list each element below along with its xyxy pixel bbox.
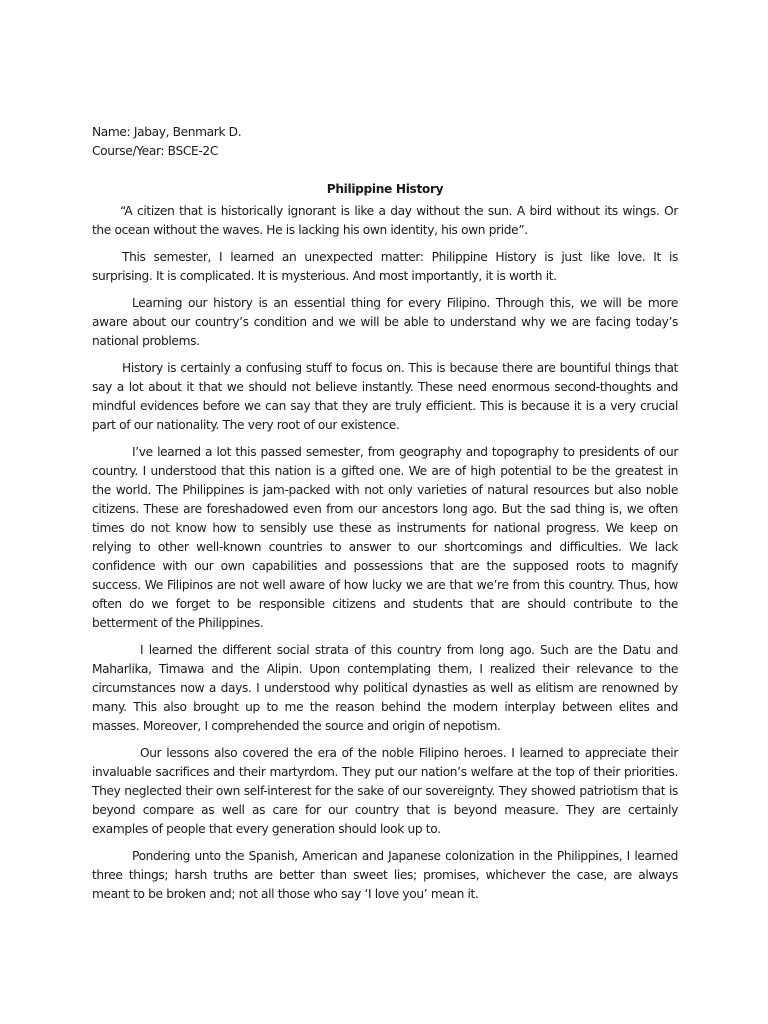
paragraph-heroes: Our lessons also covered the era of the noble Filipino heroes. I learned to appreciate their invaluable sacrifices and their martyrdom. They put our nation’s welfare at the top of their priorities. They neglected their own self-interest for the sake of our sovereignty. They showed patriotism that is beyond compare as well as care for our country that is beyond measure. They are certainly examples of people that every generation should look up to. — [92, 746, 678, 836]
opening-quote: “A citizen that is historically ignorant is like a day without the sun. A bird without its wings. Or the ocean without the waves. He is lacking his own identity, his own pride”. — [92, 204, 678, 237]
paragraph-semester: This semester, I learned an unexpected matter: Philippine History is just like love. It is surprising. It is complicated. It is mysterious. And most importantly, it is worth it. — [92, 250, 678, 283]
paragraph-learned-lot: I’ve learned a lot this passed semester, from geography and topography to presidents of our country. I understood that this nation is a gifted one. We are of high potential to be the greatest in the world. The Philippines is jam-packed with not only varieties of natural resources but also noble citizens. These are foreshadowed even from our ancestors long ago. But the sad thing is, we often times do not know how to sensibly use these as instruments for national progress. We keep on relying to other well-known countries to answer to our shortcomings and difficulties. We lack confidence with our own capabilities and possessions that are the supposed roots to magnify success. We Filipinos are not well aware of how lucky we are that we’re from this country. Thus, how often do we forget to be responsible citizens and students that are should contribute to the betterment of the Philippines. — [92, 445, 678, 630]
paragraph-colonization: Pondering unto the Spanish, American and Japanese colonization in the Philippines, I learned three things; harsh truths are better than sweet lies; promises, whichever the case, are always meant to be broken and; not all those who say ‘I love you’ mean it. — [92, 849, 678, 901]
paragraph-social-strata: I learned the different social strata of this country from long ago. Such are the Datu and Maharlika, Timawa and the Alipin. Upon contemplating them, I realized their relevance to the circumstances now a days. I understood why political dynasties as well as elitism are renowned by many. This also brought up to me the reason behind the modern interplay between elites and masses. Moreover, I comprehended the source and origin of nepotism. — [92, 643, 678, 733]
paragraph-learning: Learning our history is an essential thing for every Filipino. Through this, we will be more aware about our country’s condition and we will be able to understand why we are facing today’s national problems. — [92, 296, 678, 348]
document-title: Philippine History — [326, 182, 444, 196]
author-name: Name: Jabay, Benmark D. — [92, 125, 242, 139]
paragraph-confusing: History is certainly a confusing stuff to focus on. This is because there are bountiful things that say a lot about it that we should not believe instantly. These need enormous second-thoughts and mindful evidences before we can say that they are truly efficient. This is because it is a very crucial part of our nationality. The very root of our existence. — [92, 361, 678, 432]
course-year: Course/Year: BSCE-2C — [92, 144, 218, 158]
document-body — [92, 123, 678, 912]
